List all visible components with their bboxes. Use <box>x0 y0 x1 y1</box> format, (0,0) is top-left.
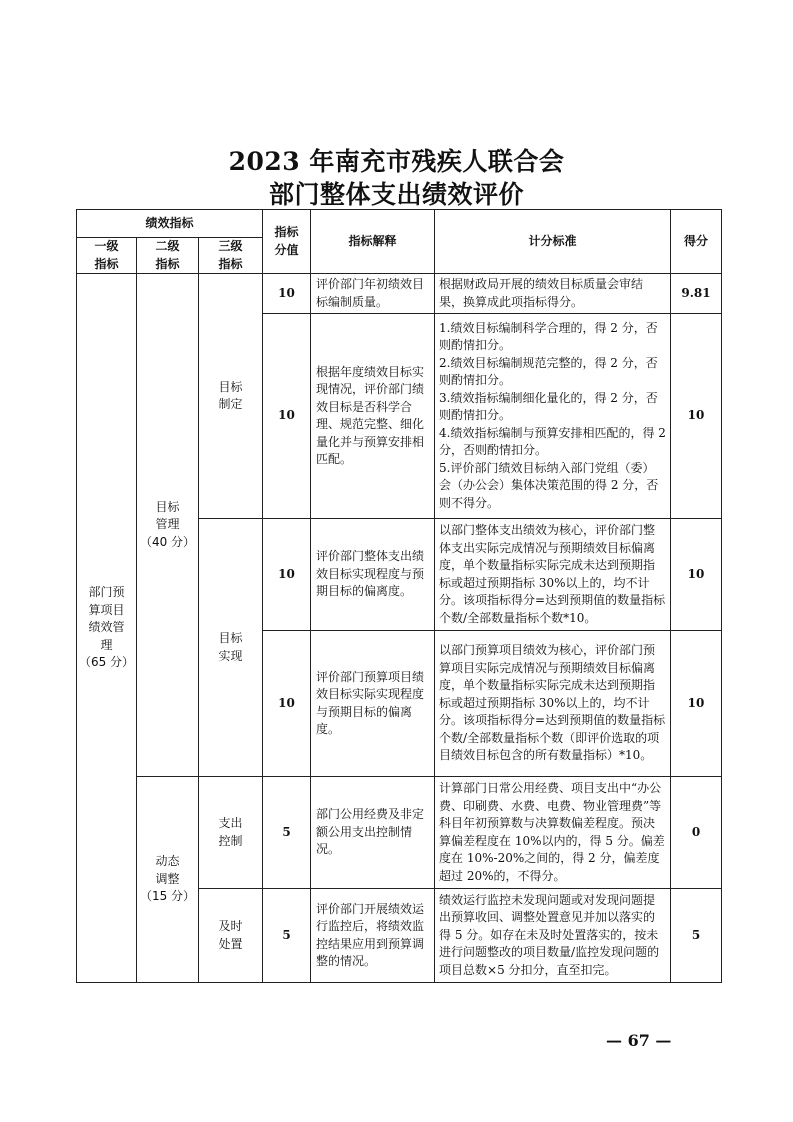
criteria-cell: 绩效运行监控未发现问题或对发现问题提出预算收回、调整处置意见并加以落实的得 5 分。如存在未及时处置落实的，按未进行问题整改的项目数量/监控发现问题的项目总数×5 分扣分，直至扣完。 <box>435 889 671 983</box>
score-cell: 10 <box>671 631 722 777</box>
weight-cell: 5 <box>263 777 311 889</box>
table-row <box>77 777 722 889</box>
weight-cell: 10 <box>263 519 311 631</box>
explanation-cell: 评价部门年初绩效目标编制质量。 <box>311 274 435 314</box>
header-level1: 一级 指标 <box>77 238 137 274</box>
table-row <box>77 274 722 314</box>
header-level2: 二级 指标 <box>137 238 199 274</box>
explanation-cell: 评价部门预算项目绩效目标实际实现程度与预期目标的偏离度。 <box>311 631 435 777</box>
level2-cell-dynamic-adjustment: 动态 调整 （15 分） <box>137 777 199 983</box>
performance-evaluation-table <box>76 209 722 983</box>
level3-cell-timely-handling: 及时 处置 <box>199 889 263 983</box>
level3-cell-expense-control: 支出 控制 <box>199 777 263 889</box>
weight-cell: 10 <box>263 274 311 314</box>
level3-cell-target-setting: 目标 制定 <box>199 274 263 519</box>
header-explanation: 指标解释 <box>311 210 435 274</box>
level3-cell-target-achievement: 目标 实现 <box>199 519 263 777</box>
criteria-cell: 计算部门日常公用经费、项目支出中“办公费、印刷费、水费、电费、物业管理费”等科目年初预算数与决算数偏差程度。预决算偏差程度在 10%以内的，得 5 分。偏差度在 10%-20%之间的，得 2 分，偏差度超过 20%的，不得分。 <box>435 777 671 889</box>
header-score: 得分 <box>671 210 722 274</box>
score-cell: 10 <box>671 519 722 631</box>
criteria-cell: 1.绩效目标编制科学合理的，得 2 分，否则酌情扣分。 2.绩效目标编制规范完整的，得 2 分，否则酌情扣分。 3.绩效指标编制细化量化的，得 2 分，否则酌情扣分。 4.绩效指标编制与预算安排相匹配的，得 2 分，否则酌情扣分。 5.评价部门绩效目标纳入部门党组（委）会（办公会）集体决策范围的得 2 分，否则不得分。 <box>435 314 671 519</box>
explanation-cell: 部门公用经费及非定额公用支出控制情况。 <box>311 777 435 889</box>
explanation-cell: 根据年度绩效目标实现情况，评价部门绩效目标是否科学合理、规范完整、细化量化并与预算安排相匹配。 <box>311 314 435 519</box>
criteria-cell: 以部门预算项目绩效为核心，评价部门预算项目实际完成情况与预期绩效目标偏离度，单个数量指标实际完成未达到预期指标或超过预期指标 30%以上的，均不计分。该项指标得分=达到预期值的数量指标个数/全部数量指标个数（即评价选取的项目绩效目标包含的所有数量指标）*10。 <box>435 631 671 777</box>
header-criteria: 计分标准 <box>435 210 671 274</box>
document-title-line-1: 2023 年南充市残疾人联合会 <box>228 147 565 176</box>
level2-cell-target-management: 目标 管理 （40 分） <box>137 274 199 777</box>
level1-cell: 部门预 算项目 绩效管 理 （65 分） <box>77 274 137 983</box>
weight-cell: 10 <box>263 631 311 777</box>
header-level3: 三级 指标 <box>199 238 263 274</box>
weight-cell: 10 <box>263 314 311 519</box>
page-number: — 67 — <box>606 1031 672 1050</box>
header-weight: 指标 分值 <box>263 210 311 274</box>
document-title-line-2: 部门整体支出绩效评价 <box>268 180 524 209</box>
explanation-cell: 评价部门开展绩效运行监控后，将绩效监控结果应用到预算调整的情况。 <box>311 889 435 983</box>
explanation-cell: 评价部门整体支出绩效目标实现程度与预期目标的偏离度。 <box>311 519 435 631</box>
criteria-cell: 以部门整体支出绩效为核心，评价部门整体支出实际完成情况与预期绩效目标偏离度，单个数量指标实际完成未达到预期指标或超过预期指标 30%以上的，均不计分。该项指标得分=达到预期值的数量指标个数/全部数量指标个数*10。 <box>435 519 671 631</box>
score-cell: 5 <box>671 889 722 983</box>
header-indicators: 绩效指标 <box>77 210 263 238</box>
score-cell: 0 <box>671 777 722 889</box>
score-cell: 10 <box>671 314 722 519</box>
weight-cell: 5 <box>263 889 311 983</box>
score-cell: 9.81 <box>671 274 722 314</box>
criteria-cell: 根据财政局开展的绩效目标质量会审结果，换算成此项指标得分。 <box>435 274 671 314</box>
